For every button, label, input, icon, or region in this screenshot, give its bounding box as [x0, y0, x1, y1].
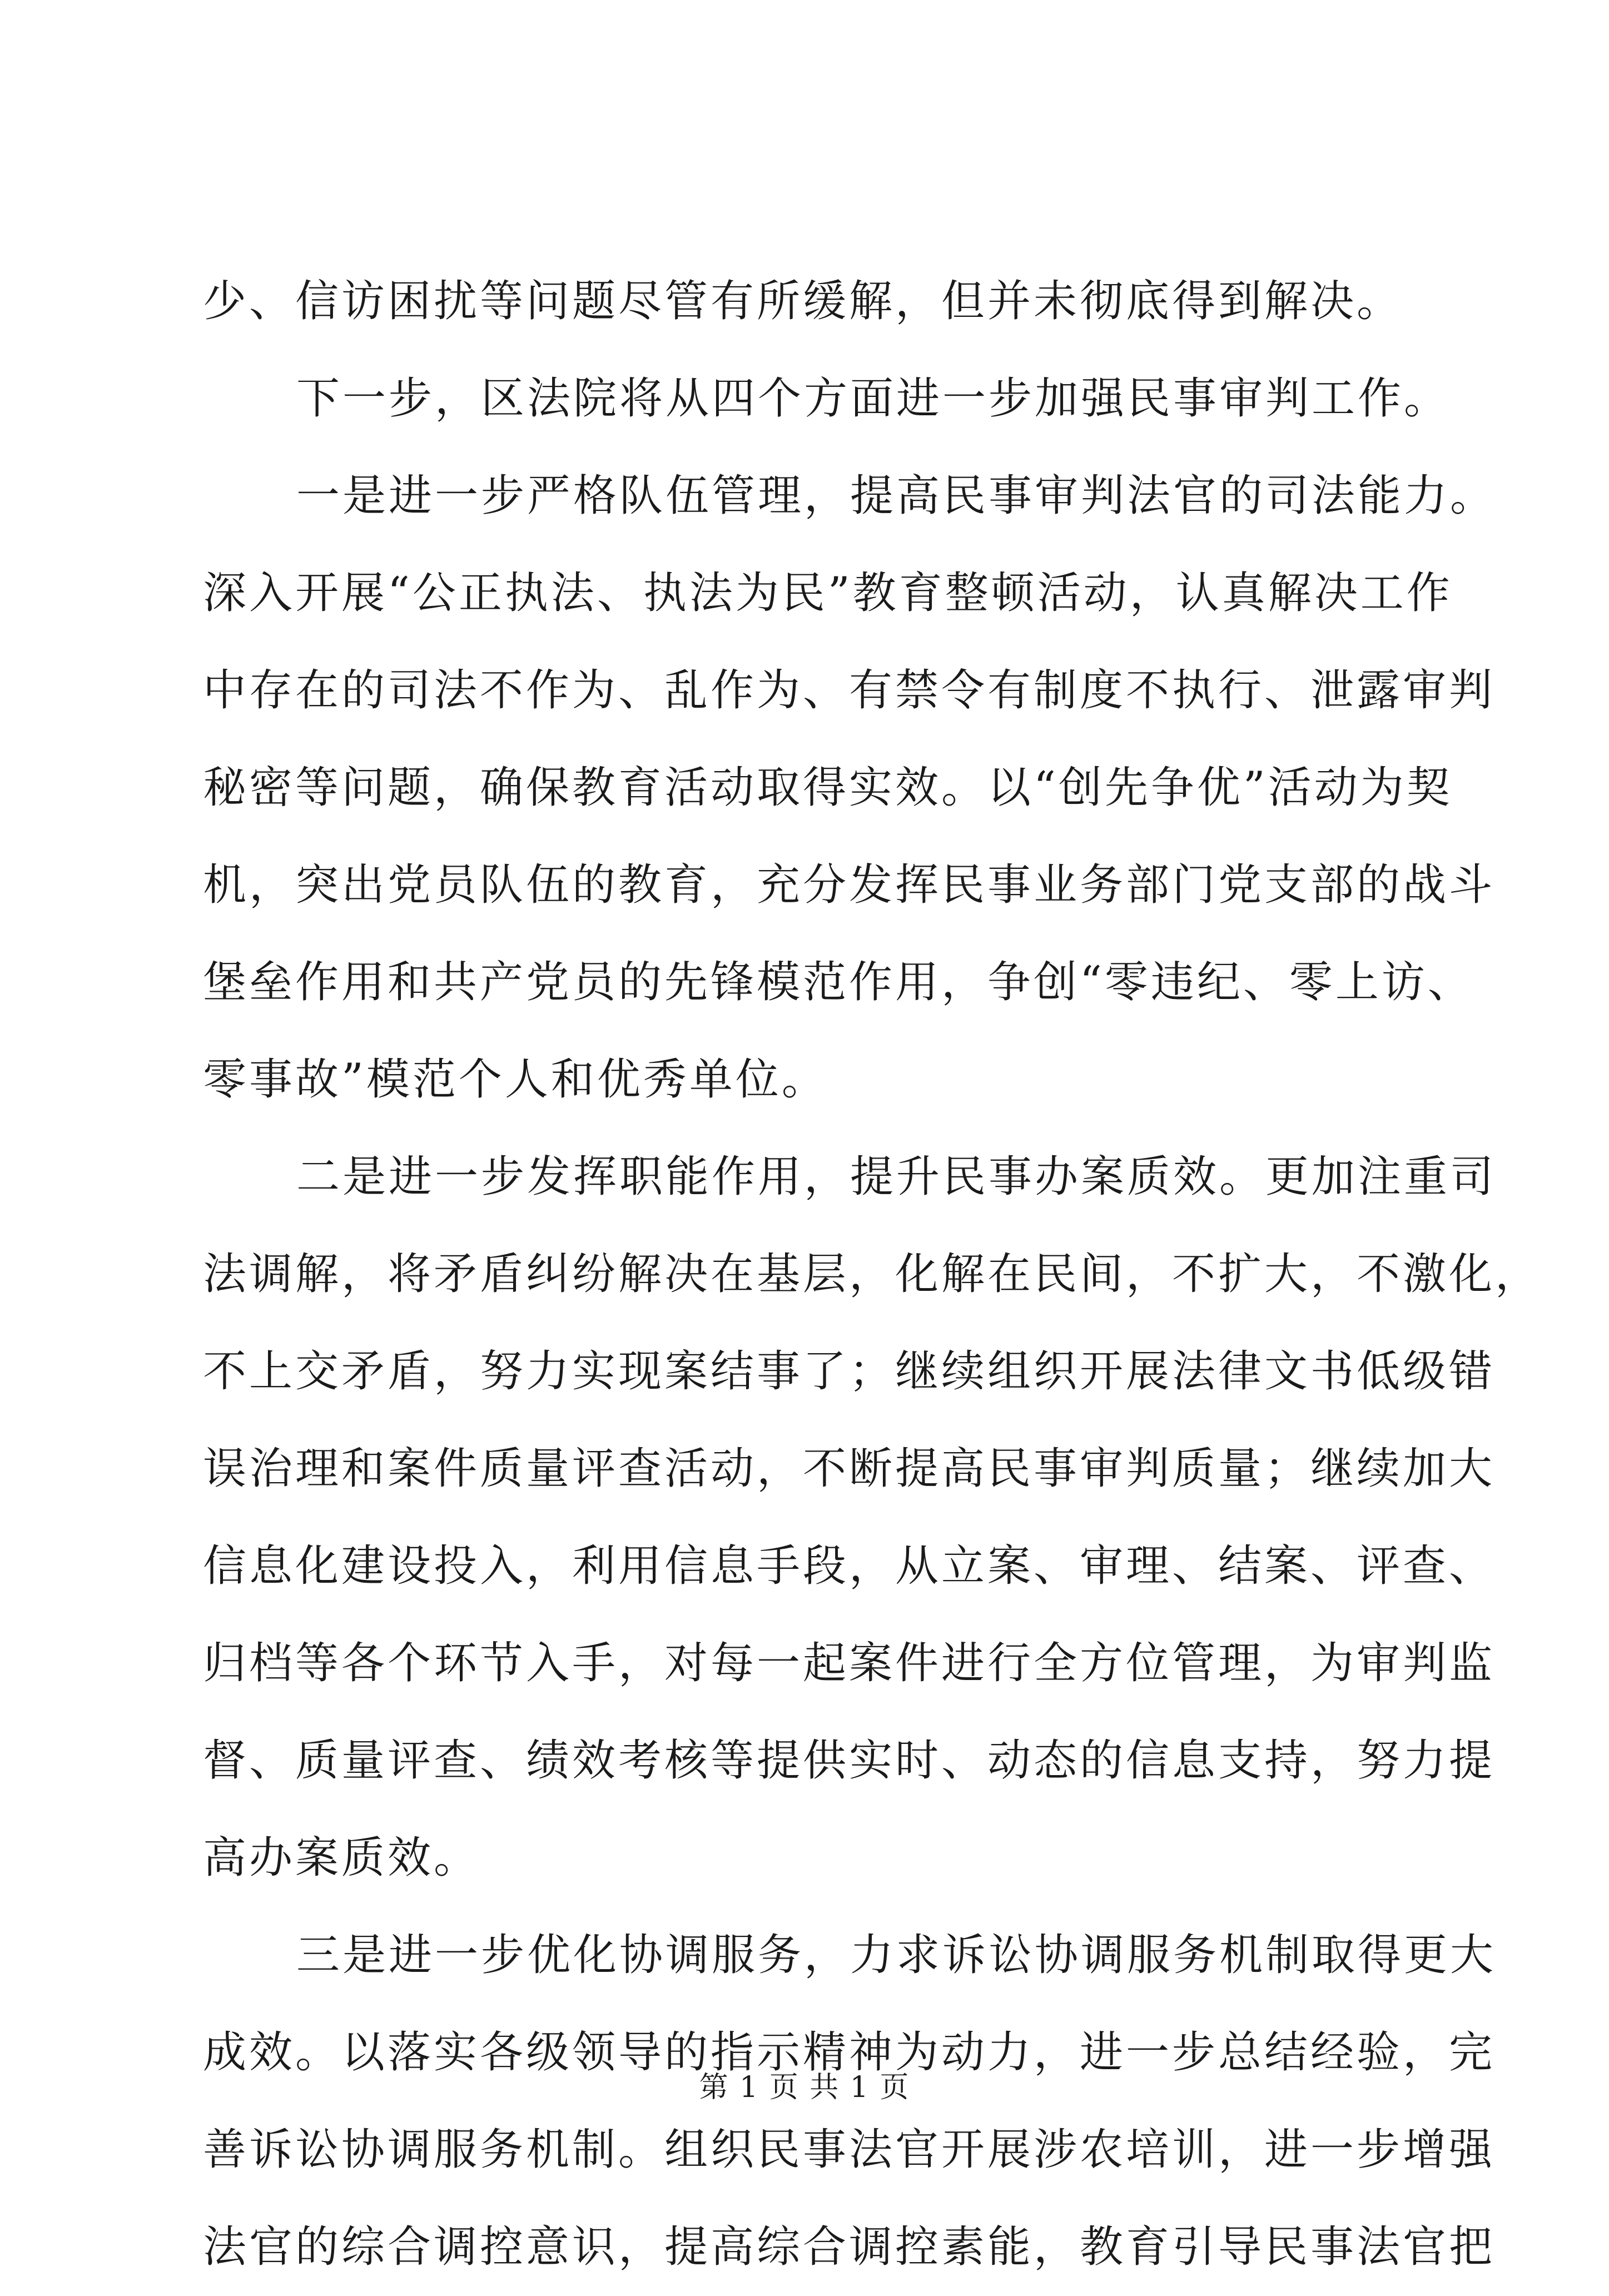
text-line: 深入开展“公正执法、执法为民”教育整顿活动，认真解决工作: [203, 568, 1453, 618]
text-line: 归档等各个环节入手，对每一起案件进行全方位管理，为审判监: [203, 1638, 1496, 1688]
page-footer: [0, 2068, 1609, 2107]
text-line: 信息化建设投入，利用信息手段，从立案、审理、结案、评查、: [203, 1541, 1496, 1591]
text-line: 少、信访困扰等问题尽管有所缓解，但并未彻底得到解决。: [203, 276, 1403, 326]
text-line: 法调解，将矛盾纠纷解决在基层，化解在民间，不扩大，不激化，: [203, 1249, 1542, 1299]
text-line: 不上交矛盾，努力实现案结事了；继续组织开展法律文书低级错: [203, 1346, 1496, 1397]
text-line: 堡垒作用和共产党员的先锋模范作用，争创“零违纪、零上访、: [203, 957, 1474, 1007]
text-line: 机，突出党员队伍的教育，充分发挥民事业务部门党支部的战斗: [203, 860, 1496, 910]
paragraph-start-line: 下一步，区法院将从四个方面进一步加强民事审判工作。: [296, 374, 1451, 424]
paragraph-start-line: 一是进一步严格队伍管理，提高民事审判法官的司法能力。: [296, 471, 1497, 521]
paragraph-start-line: 三是进一步优化协调服务，力求诉讼协调服务机制取得更大: [296, 1930, 1497, 1980]
page-number-label: 第 1 页 共 1 页: [699, 2071, 910, 2104]
text-line: 秘密等问题，确保教育活动取得实效。以“创先争优”活动为契: [203, 763, 1453, 813]
text-line: 法官的综合调控意识，提高综合调控素能，教育引导民事法官把: [203, 2222, 1496, 2272]
text-line: 高办案质效。: [203, 1833, 480, 1883]
text-line: 中存在的司法不作为、乱作为、有禁令有制度不执行、泄露审判: [203, 665, 1496, 715]
paragraph-start-line: 二是进一步发挥职能作用，提升民事办案质效。更加注重司: [296, 1152, 1497, 1202]
text-line: 成效。以落实各级领导的指示精神为动力，进一步总结经验，完: [203, 2027, 1496, 2078]
document-body: [203, 253, 1542, 2296]
text-line: 零事故”模范个人和优秀单位。: [203, 1055, 828, 1105]
text-line: 误治理和案件质量评查活动，不断提高民事审判质量；继续加大: [203, 1444, 1496, 1494]
text-line: 善诉讼协调服务机制。组织民事法官开展涉农培训，进一步增强: [203, 2125, 1496, 2175]
text-line: 督、质量评查、绩效考核等提供实时、动态的信息支持，努力提: [203, 1736, 1496, 1786]
